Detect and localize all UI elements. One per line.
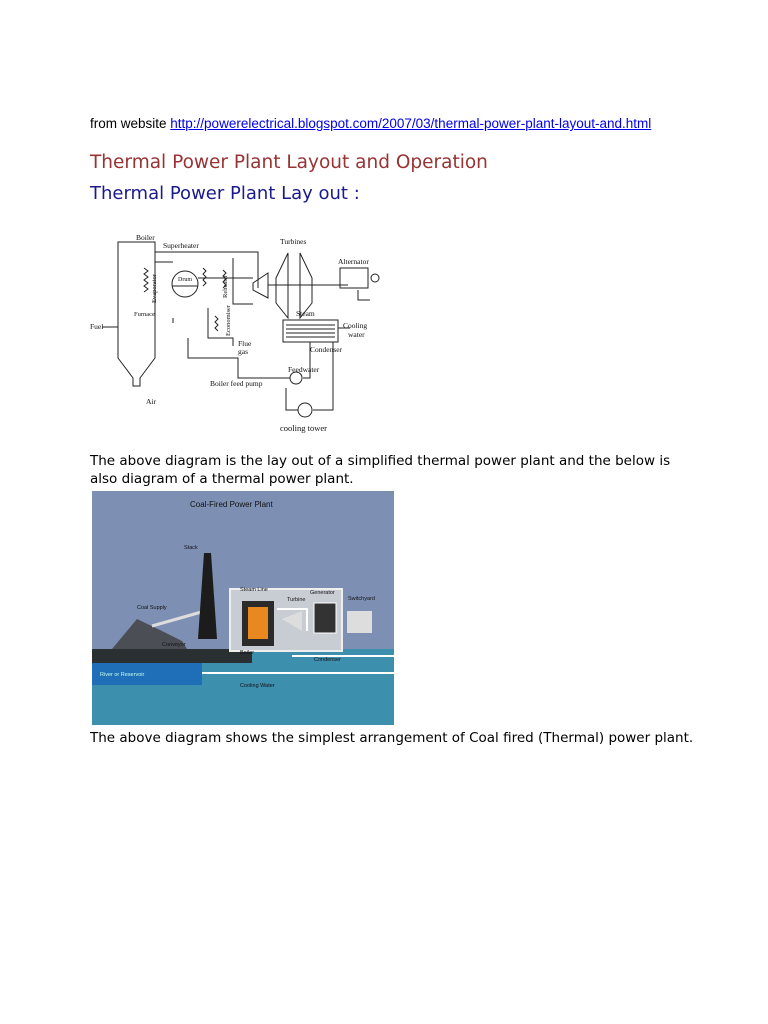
label-reheater: Reheater — [222, 274, 229, 298]
label-furnace: Furnace — [134, 311, 155, 318]
paragraph-summary: The above diagram shows the simplest arrangement of Coal fired (Thermal) power plant. — [90, 730, 694, 746]
source-link[interactable]: http://powerelectrical.blogspot.com/2007/03/thermal-power-plant-layout-and.html — [170, 116, 652, 131]
label-cooling: Cooling — [343, 321, 368, 330]
label-plant-title: Coal-Fired Power Plant — [190, 500, 273, 509]
coal-fired-plant-illustration — [92, 491, 394, 725]
source-prefix: from website — [90, 116, 171, 131]
label-steam: Steam — [296, 309, 315, 318]
label-evaporator: Evaporator — [151, 274, 158, 303]
label-air: Air — [146, 397, 156, 406]
label-alternator: Alternator — [338, 257, 369, 266]
paragraph-description: The above diagram is the lay out of a simplified thermal power plant and the below is also diagram of a thermal power plant. — [90, 453, 671, 487]
label-cooling-tower: cooling tower — [280, 423, 327, 433]
section-heading: Thermal Power Plant Lay out : — [90, 183, 360, 204]
label-condenser-2: Condenser — [314, 657, 341, 663]
label-conveyor: Conveyor — [162, 642, 186, 648]
label-turbine: Turbine — [287, 597, 306, 603]
label-fuel: Fuel — [90, 322, 104, 331]
label-steam-line: Steam Line — [240, 587, 268, 593]
label-cooling-water: Cooling Water — [240, 683, 275, 689]
label-boiler-2: Boiler — [240, 650, 255, 656]
label-boiler: Boiler — [136, 233, 155, 242]
label-drum: Drum — [178, 277, 192, 283]
source-line — [90, 116, 651, 131]
page-title: Thermal Power Plant Layout and Operation — [90, 152, 488, 173]
label-stack: Stack — [184, 545, 198, 551]
label-flue: Flue — [238, 339, 252, 348]
label-feedwater: Feedwater — [288, 365, 320, 374]
label-gas: gas — [238, 347, 248, 356]
label-economiser: Economiser — [225, 304, 232, 336]
label-boiler-feed-pump: Boiler feed pump — [210, 379, 263, 388]
label-turbines: Turbines — [280, 237, 307, 246]
label-coal-supply: Coal Supply — [137, 605, 167, 611]
thermal-plant-schematic — [88, 228, 398, 440]
label-switchyard: Switchyard — [348, 596, 375, 602]
label-condenser: Condenser — [310, 345, 343, 354]
label-water: water — [348, 330, 365, 339]
label-generator: Generator — [310, 590, 335, 596]
label-river: River or Reservoir — [100, 672, 145, 678]
label-superheater: Superheater — [163, 241, 199, 250]
